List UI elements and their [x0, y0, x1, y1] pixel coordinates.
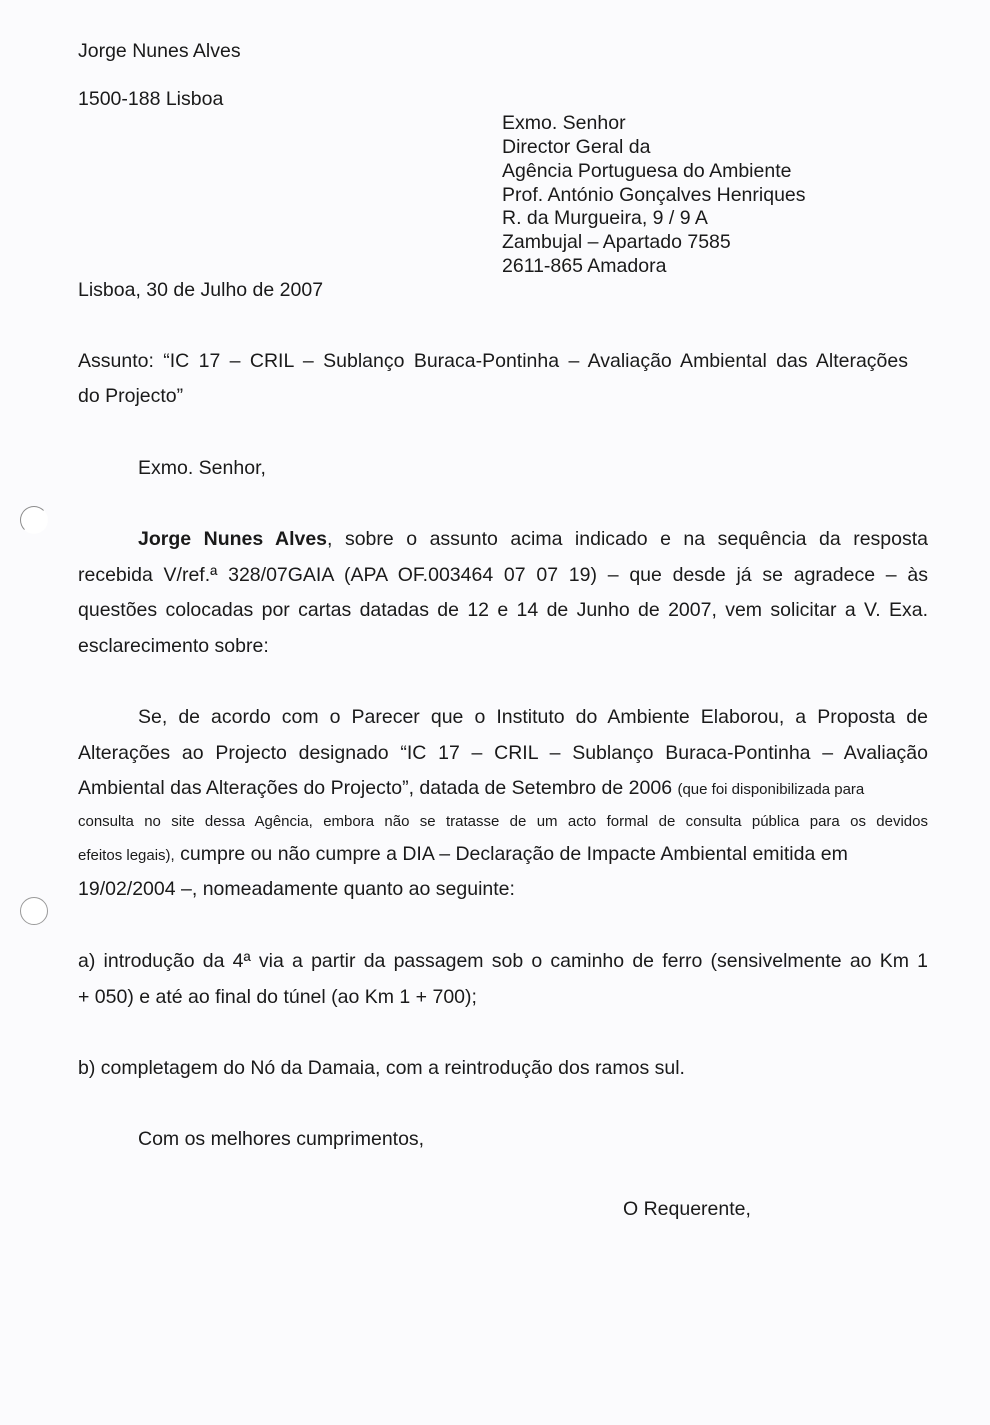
recipient-line: Agência Portuguesa do Ambiente: [502, 160, 792, 182]
paragraph-1-line-2: recebida V/ref.ª 328/07GAIA (APA OF.003464 07 07 19) – que desde já se agradece – às: [78, 564, 928, 586]
subject-line-2: do Projecto”: [78, 385, 184, 407]
paragraph-2-line-6: 19/02/2004 –, nomeadamente quanto ao seguinte:: [78, 878, 515, 900]
closing: Com os melhores cumprimentos,: [138, 1128, 425, 1150]
date-line: Lisboa, 30 de Julho de 2007: [78, 279, 324, 301]
item-b: b) completagem do Nó da Damaia, com a reintrodução dos ramos sul.: [78, 1057, 685, 1079]
paragraph-1-line-3: questões colocadas por cartas datadas de 12 e 14 de Junho de 2007, vem solicitar a V. Exa.: [78, 599, 928, 621]
recipient-line: 2611-865 Amadora: [502, 255, 667, 277]
paragraph-1-text: , sobre o assunto acima indicado e na sequência da resposta: [327, 528, 929, 550]
sender-city: 1500-188 Lisboa: [78, 88, 224, 110]
recipient-line: Exmo. Senhor: [502, 112, 626, 134]
item-a-line-1: a) introdução da 4ª via a partir da passagem sob o caminho de ferro (sensivelmente ao Km 1: [78, 950, 928, 972]
sender-name: Jorge Nunes Alves: [78, 40, 241, 62]
punch-hole-top: [20, 506, 48, 534]
paragraph-1-line-1: [138, 528, 928, 551]
subject-line-1: Assunto: “IC 17 – CRIL – Sublanço Buraca-Pontinha – Avaliação Ambiental das Alterações: [78, 350, 908, 372]
punch-hole-bottom: [20, 897, 48, 925]
paragraph-1-line-4: esclarecimento sobre:: [78, 635, 269, 657]
paragraph-2-text: Ambiental das Alterações do Projecto”, datada de Setembro de 2006: [78, 777, 673, 799]
paragraph-2-note: efeitos legais),: [78, 847, 175, 864]
paragraph-2-text: cumpre ou não cumpre a DIA – Declaração de Impacte Ambiental emitida em: [180, 843, 848, 865]
paragraph-2-line-5: [78, 843, 848, 866]
item-a-line-2: + 050) e até ao final do túnel (ao Km 1 + 700);: [78, 986, 477, 1008]
salutation: Exmo. Senhor,: [138, 457, 266, 479]
paragraph-2-line-3: [78, 777, 864, 800]
recipient-line: Director Geral da: [502, 136, 651, 158]
recipient-line: Prof. António Gonçalves Henriques: [502, 184, 806, 206]
paragraph-2-line-1: Se, de acordo com o Parecer que o Instituto do Ambiente Elaborou, a Proposta de: [138, 706, 928, 728]
paragraph-2-line-2: Alterações ao Projecto designado “IC 17 – CRIL – Sublanço Buraca-Pontinha – Avaliação: [78, 742, 928, 764]
requester-name: Jorge Nunes Alves: [138, 528, 328, 550]
recipient-line: R. da Murgueira, 9 / 9 A: [502, 207, 708, 229]
paragraph-2-note: (que foi disponibilizada para: [677, 781, 865, 798]
signature-label: O Requerente,: [623, 1198, 751, 1220]
paragraph-2-line-4: consulta no site dessa Agência, embora não se tratasse de um acto formal de consulta pública para os devidos: [78, 813, 928, 830]
recipient-line: Zambujal – Apartado 7585: [502, 231, 731, 253]
